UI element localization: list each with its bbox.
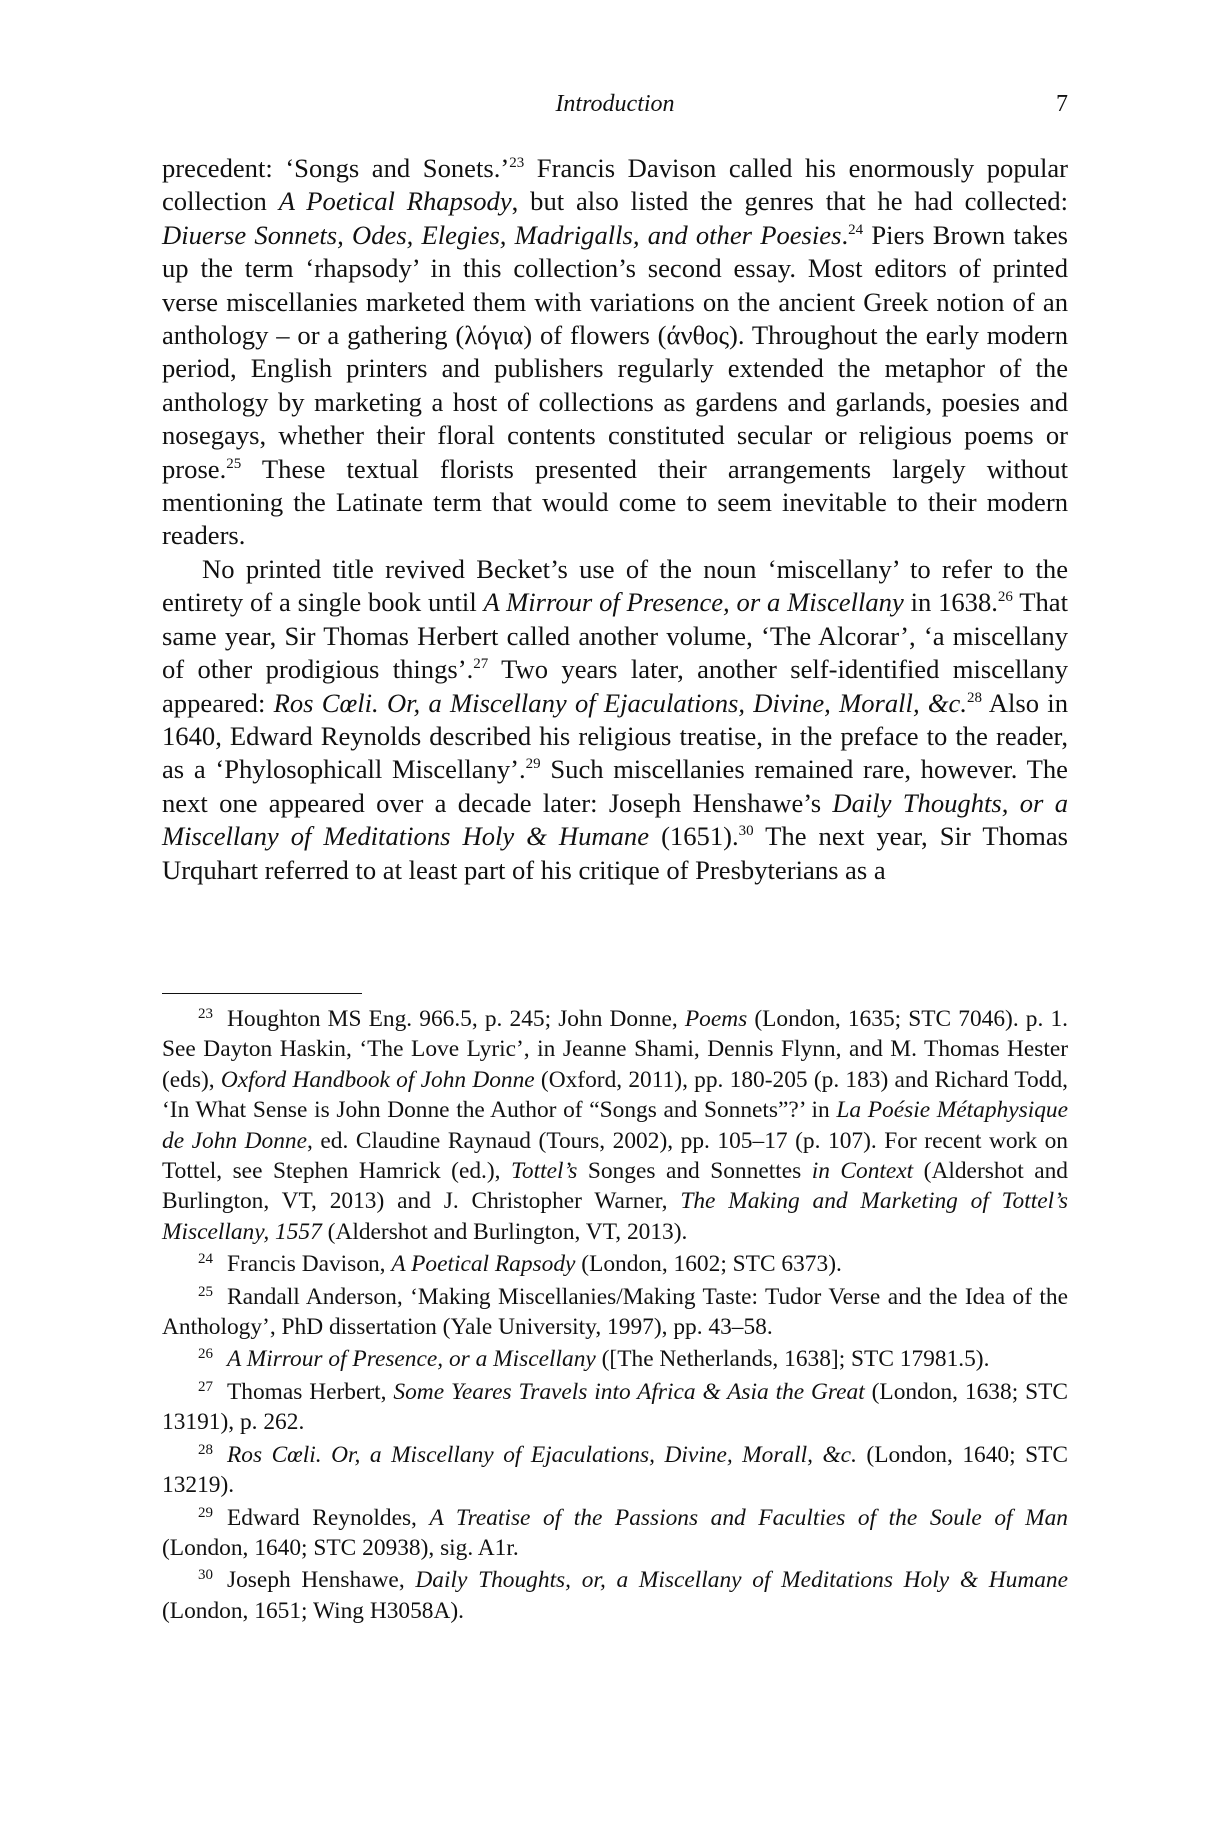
text-run: precedent: ‘Songs and Sonets.’ bbox=[162, 153, 510, 183]
italic-title: The Making and Marketing of Tottel’s Miscellany, 1557 bbox=[162, 1188, 1068, 1245]
italic-title: La Poésie Métaphysique de John Donne bbox=[162, 1097, 1068, 1154]
footnote-reference[interactable]: 28 bbox=[967, 689, 982, 706]
italic-title: Poems bbox=[684, 1006, 748, 1032]
page-number: 7 bbox=[1056, 91, 1068, 117]
footnote-27 bbox=[162, 1377, 1068, 1438]
footnote-26 bbox=[162, 1344, 1068, 1374]
footnote-reference[interactable]: 27 bbox=[473, 656, 489, 673]
footnote-25 bbox=[162, 1282, 1068, 1343]
footnote-30 bbox=[162, 1565, 1068, 1626]
footnote-reference[interactable]: 30 bbox=[738, 823, 754, 840]
text-run: (London, 1651; Wing H3058A). bbox=[162, 1597, 465, 1624]
text-run: (London, 1635; STC 7046). p. 1. See Dayton Haskin, ‘The Love Lyric’, in Jeanne Shami, Dennis Flynn, and M. Thomas Hester (eds), bbox=[162, 1006, 1069, 1093]
text-run: (1651). bbox=[649, 821, 739, 852]
footnote-separator bbox=[162, 993, 362, 994]
footnote-reference[interactable]: 29 bbox=[525, 756, 541, 773]
text-run: The next year, Sir Thomas Urquhart referred to at least part of his critique of Presbyterians as a bbox=[162, 821, 1068, 885]
text-run: That same year, Sir Thomas Herbert called another volume, ‘The Alcorar’, ‘a miscellany of other prodigious things’. bbox=[162, 587, 1068, 685]
text-run: (London, 1640; STC 13219). bbox=[162, 1441, 1068, 1499]
text-run: Such miscellanies remained rare, however. The next one appeared over a decade later: Joseph Henshawe’s bbox=[162, 754, 1068, 818]
italic-title: Ros Cœli. Or, a Miscellany of Ejaculations, Divine, Morall, &c. bbox=[227, 1441, 857, 1468]
text-run: (London, 1640; STC 20938), sig. A1r. bbox=[162, 1534, 519, 1561]
italic-title: Daily Thoughts, or a Miscellany of Meditations Holy & Humane bbox=[162, 787, 1068, 852]
footnote-number: 23 bbox=[198, 1006, 213, 1022]
running-title: Introduction bbox=[555, 91, 675, 117]
text-run: Two years later, another self-identified miscellany appeared: bbox=[162, 654, 1068, 718]
footnote-reference[interactable]: 26 bbox=[997, 589, 1013, 606]
footnotes-section bbox=[162, 1004, 1068, 1628]
footnote-number: 26 bbox=[198, 1346, 213, 1363]
footnote-number: 25 bbox=[198, 1283, 213, 1300]
text-run: . bbox=[841, 219, 849, 250]
footnote-23 bbox=[162, 1004, 1068, 1247]
footnote-number: 24 bbox=[198, 1251, 213, 1268]
text-run: Houghton MS Eng. 966.5, p. 245; John Donne, bbox=[227, 1006, 685, 1032]
text-run: (London, 1602; STC 6373). bbox=[575, 1251, 842, 1278]
italic-title: Oxford Handbook of John Donne bbox=[220, 1066, 535, 1093]
footnote-28 bbox=[162, 1440, 1068, 1501]
italic-title: Some Yeares Travels into Africa & Asia the Great bbox=[393, 1378, 865, 1405]
paragraph bbox=[162, 553, 1068, 887]
text-run: , but also listed the genres that he had collected: bbox=[511, 186, 1068, 217]
text-run: Also in 1640, Edward Reynolds described his religious treatise, in the preface to the reader, as a ‘Phylosophicall Miscellany’. bbox=[162, 687, 1068, 785]
text-run: (Aldershot and Burlington, VT, 2013). bbox=[321, 1218, 688, 1245]
running-head bbox=[162, 88, 1068, 124]
text-run: Edward Reynoldes, bbox=[227, 1504, 430, 1531]
italic-title: Ros Cœli. Or, a Miscellany of Ejaculations, Divine, Morall, &c. bbox=[273, 687, 967, 718]
footnote-number: 30 bbox=[198, 1567, 213, 1584]
italic-title: A Poetical Rhapsody bbox=[278, 186, 512, 217]
paragraph bbox=[162, 152, 1068, 553]
text-run: Randall Anderson, ‘Making Miscellanies/Making Taste: Tudor Verse and the Idea of the Anthology’, PhD dissertation (Yale University, 1997), pp. 43–58. bbox=[162, 1283, 1068, 1341]
footnote-reference[interactable]: 23 bbox=[509, 155, 525, 171]
text-run: in 1638. bbox=[903, 587, 998, 618]
italic-title: A Treatise of the Passions and Faculties of the Soule of Man bbox=[429, 1504, 1068, 1531]
text-run: Songes and Sonnettes bbox=[577, 1158, 812, 1185]
text-run: These textual florists presented their arrangements largely without mentioning the Latinate term that would come to seem inevitable to their modern readers. bbox=[162, 453, 1068, 551]
text-run: Joseph Henshawe, bbox=[227, 1567, 416, 1594]
footnote-number: 29 bbox=[198, 1504, 213, 1521]
text-run: (Oxford, 2011), pp. 180-205 (p. 183) and Richard Todd, ‘In What Sense is John Donne the Author of “Songs and Sonnets”?’ in bbox=[162, 1066, 1068, 1124]
footnote-29 bbox=[162, 1503, 1068, 1564]
italic-title: Daily Thoughts, or, a Miscellany of Meditations Holy & Humane bbox=[415, 1567, 1069, 1594]
footnote-number: 28 bbox=[198, 1441, 213, 1458]
footnote-24 bbox=[162, 1249, 1068, 1279]
text-run: , ed. Claudine Raynaud (Tours, 2002), pp. 105–17 (p. 107). For recent work on Tottel, see Stephen Hamrick (ed.), bbox=[162, 1127, 1068, 1185]
text-run: (London, 1638; STC 13191), p. 262. bbox=[162, 1378, 1068, 1436]
text-run: Piers Brown takes up the term ‘rhapsody’ in this collection’s second essay. Most editors of printed verse miscellanies marketed them with variations on the ancient Greek notion of an anthology – or a gathering (λόγια) of flowers (άνθος). Throughout the early modern period, English printers and publishers regularly extended the metaphor of the anthology by marketing a host of collections as gardens and garlands, poesies and nosegays, whether their floral contents constituted secular or religious poems or prose. bbox=[162, 219, 1068, 484]
text-run: No printed title revived Becket’s use of the noun ‘miscellany’ to refer to the entirety of a single book until bbox=[162, 553, 1068, 618]
italic-title: A Mirrour of Presence, or a Miscellany bbox=[483, 587, 904, 618]
text-run: Thomas Herbert, bbox=[227, 1378, 394, 1405]
footnote-reference[interactable]: 25 bbox=[226, 455, 242, 472]
text-run: Francis Davison called his enormously popular collection bbox=[162, 153, 1068, 217]
italic-title: in Context bbox=[811, 1158, 914, 1185]
footnote-number: 27 bbox=[198, 1378, 213, 1395]
italic-title: A Mirrour of Presence, or a Miscellany bbox=[227, 1346, 596, 1373]
footnote-reference[interactable]: 24 bbox=[848, 221, 864, 238]
italic-title: Diuerse Sonnets, Odes, Elegies, Madrigalls, and other Poesies bbox=[162, 219, 842, 250]
text-run: Francis Davison, bbox=[227, 1251, 392, 1278]
text-run: ([The Netherlands, 1638]; STC 17981.5). bbox=[595, 1346, 990, 1373]
text-run: (Aldershot and Burlington, VT, 2013) and J. Christopher Warner, bbox=[162, 1158, 1069, 1215]
italic-title: Tottel’s bbox=[511, 1158, 578, 1185]
main-text bbox=[162, 152, 1068, 887]
italic-title: A Poetical Rapsody bbox=[391, 1251, 576, 1278]
